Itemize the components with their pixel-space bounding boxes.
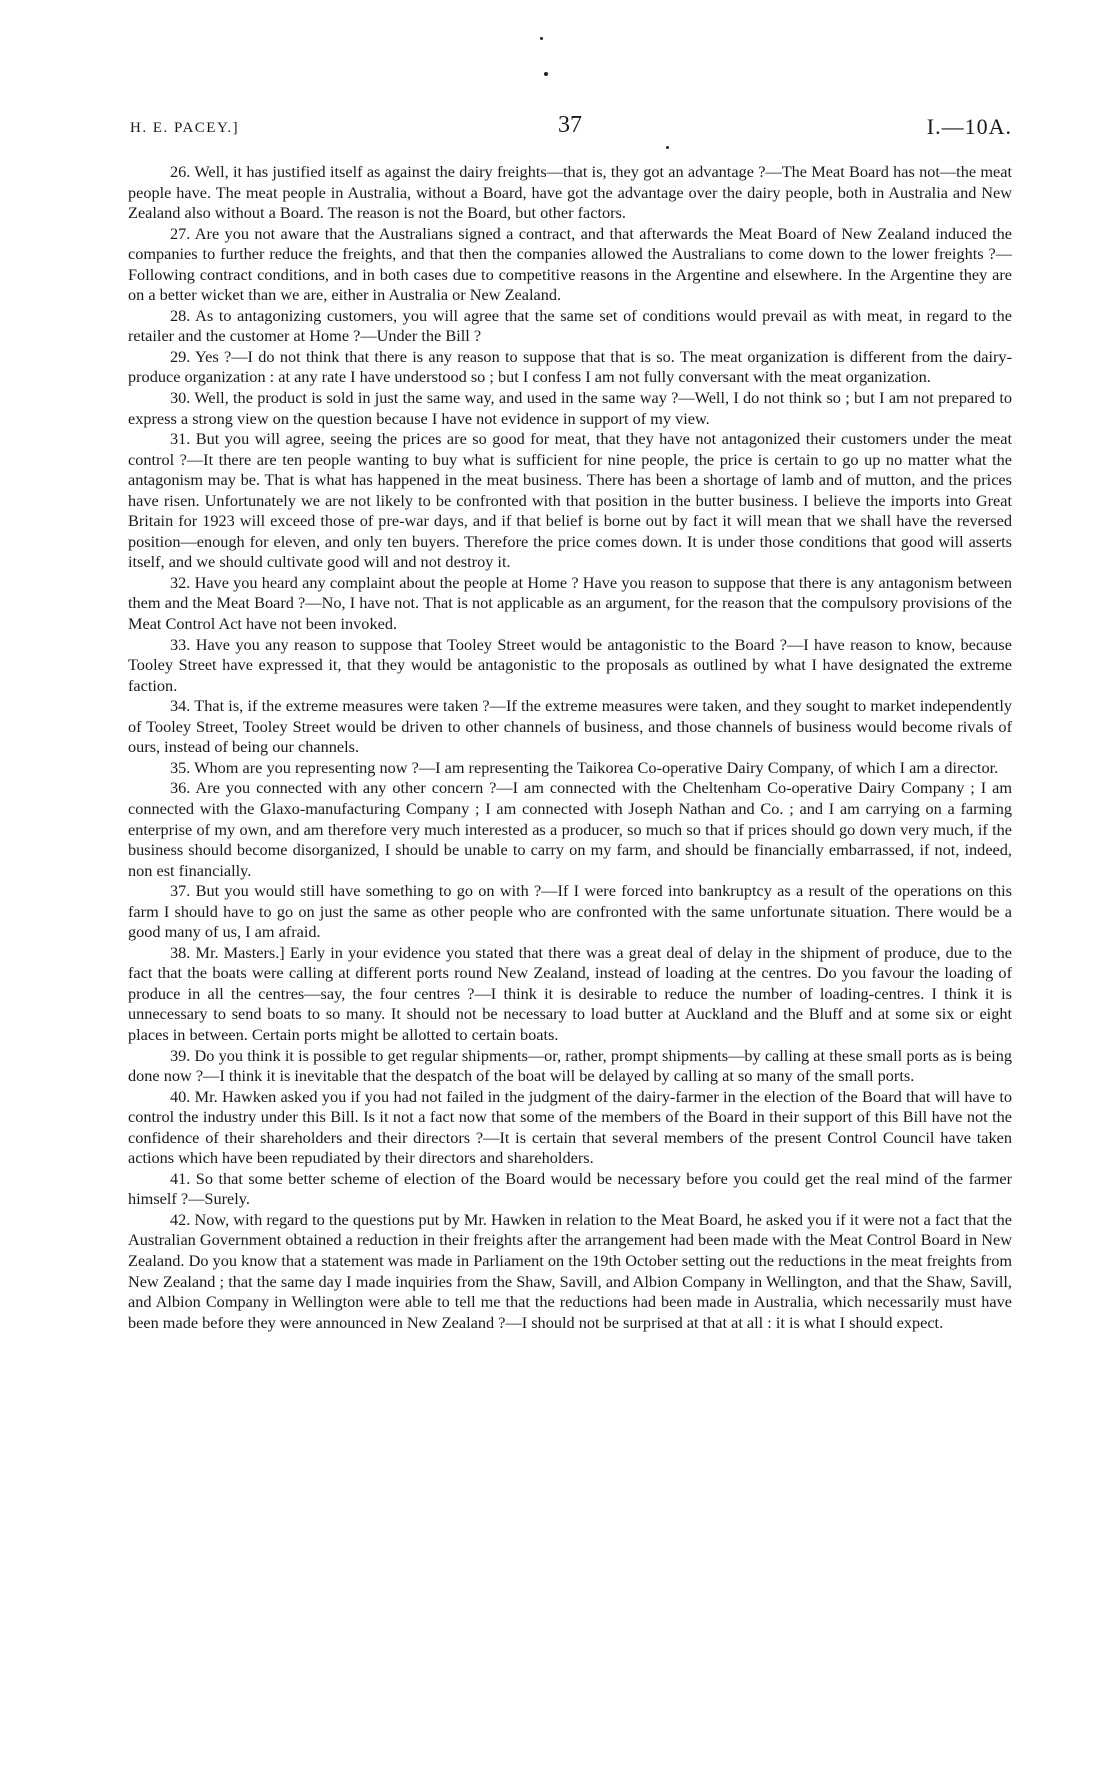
paragraph: 42. Now, with regard to the questions put by Mr. Hawken in relation to the Meat Board, he asked you if it were not a fact that the Australian Government obtained a reduction in their freights after the arrangement had been made with the Meat Control Board in New Zealand. Do you know that a statement was made in Parliament on the 19th October setting out the reductions in the meat freights from New Zealand ; that the same day I made inquiries from the Shaw, Savill, and Albion Company in Wellington, and that the Shaw, Savill, and Albion Company in Wellington were able to tell me that the reductions had been made in Australia, which necessarily must have been made before they were announced in New Zealand ?—I should not be surprised at that at all : it is what I should expect.	[128, 1209, 1012, 1332]
paragraph: 39. Do you think it is possible to get regular shipments—or, rather, prompt shipments—by calling at these small ports as is being done now ?—I think it is inevitable that the despatch of the boat will be delayed by calling at so many of the small ports.	[128, 1045, 1012, 1086]
paragraph: 32. Have you heard any complaint about the people at Home ? Have you reason to suppose that there is any antagonism between them and the Meat Board ?—No, I have not. That is not applicable as an argument, for the reason that the compulsory provisions of the Meat Control Act have not been invoked.	[128, 572, 1012, 634]
paragraph: 34. That is, if the extreme measures were taken ?—If the extreme measures were taken, and they sought to market independently of Tooley Street, Tooley Street would be driven to other channels of business, and those channels of business would become rivals of ours, instead of being our channels.	[128, 696, 1012, 757]
margin-speck-mark	[666, 146, 669, 149]
header-witness-name: H. E. PACEY.]	[130, 120, 240, 136]
page-header	[128, 112, 1012, 146]
page-number: 37	[558, 112, 582, 138]
paragraph: 30. Well, the product is sold in just the same way, and used in the same way ?—Well, I do not think so ; but I am not prepared to express a strong view on the question because I have not evidence in support of my view.	[128, 388, 1012, 428]
paragraph: 26. Well, it has justified itself as against the dairy freights—that is, they got an advantage ?—The Meat Board has not—the meat people have. The meat people in Australia, without a Board, have got the advantage over the dairy people, both in Australia and New Zealand also without a Board. The reason is not the Board, but other factors.	[128, 162, 1012, 223]
top-speck-mark	[544, 72, 548, 76]
header-paper-reference: I.—10A.	[926, 114, 1012, 139]
paragraph: 27. Are you not aware that the Australians signed a contract, and that afterwards the Meat Board of New Zealand induced the companies to further reduce the freights, and that then the companies allowed the Australians to come down to the lower freights ?—Following contract conditions, and in both cases due to competitive reasons in the Argentine and elsewhere. In the Argentine they are on a better wicket than we are, either in Australia or New Zealand.	[128, 223, 1012, 305]
paragraph: 28. As to antagonizing customers, you will agree that the same set of conditions would prevail as with meat, in regard to the retailer and the customer at Home ?—Under the Bill ?	[128, 305, 1012, 346]
paragraph: 37. But you would still have something to go on with ?—If I were forced into bankruptcy as a result of the operations on this farm I should have to go on just the same as other people who are confronted with the same unfortunate situation. There would be a good many of us, I am afraid.	[128, 881, 1012, 942]
paragraph: 33. Have you any reason to suppose that Tooley Street would be antagonistic to the Board ?—I have reason to know, because Tooley Street have expressed it, that they would be antagonistic to the proposals as outlined by what I have designated the extreme faction.	[128, 634, 1012, 695]
paragraph: 41. So that some better scheme of election of the Board would be necessary before you could get the real mind of the farmer himself ?—Surely.	[128, 1168, 1012, 1209]
evidence-text	[128, 162, 1012, 1333]
paragraph: 31. But you will agree, seeing the prices are so good for meat, that they have not antagonized their customers under the meat control ?—It there are ten people wanting to buy what is sufficient for nine people, the price is certain to go up no matter what the antagonism may be. That is what has happened in the meat business. There has been a shortage of lamb and of mutton, and the prices have risen. Unfortunately we are not likely to be confronted with that position in the butter business. I believe the imports into Great Britain for 1923 will exceed those of pre-war days, and if that belief is borne out by fact it will mean that we shall have the reversed position—enough for eleven, and only ten buyers. Therefore the price comes down. It is under those conditions that good will asserts itself, and we should cultivate good will and not destroy it.	[128, 429, 1012, 572]
document-page	[128, 0, 1012, 1783]
paragraph: 40. Mr. Hawken asked you if you had not failed in the judgment of the dairy-farmer in the election of the Board that will have to control the industry under this Bill. Is it not a fact now that some of the members of the Board in their support of this Bill have not the confidence of their shareholders and their directors ?—It is certain that several members of the present Control Council have taken actions which have been repudiated by their directors and shareholders.	[128, 1086, 1012, 1168]
paragraph: 38. Mr. Masters.] Early in your evidence you stated that there was a great deal of delay in the shipment of produce, due to the fact that the boats were calling at different ports round New Zealand, instead of loading at the centres. Do you favour the loading of produce in all the centres—say, the four centres ?—I think it is desirable to reduce the number of loading-centres. I think it is unnecessary to send boats to so many. It should not be necessary to load butter at Auckland and the Bluff and at some six or eight places in between. Certain ports might be allotted to certain boats.	[128, 942, 1012, 1044]
paragraph: 36. Are you connected with any other concern ?—I am connected with the Cheltenham Co-operative Dairy Company ; I am connected with the Glaxo-manufacturing Company ; I am connected with Joseph Nathan and Co. ; and I am carrying on a farming enterprise of my own, and am therefore very much interested as a producer, so much so that if prices should go down very much, if the business should become disorganized, I should be unable to carry on my farm, and should be financially embarrassed, if not, indeed, non est financially.	[128, 778, 1012, 880]
paragraph: 29. Yes ?—I do not think that there is any reason to suppose that that is so. The meat organization is different from the dairy-produce organization : at any rate I have understood so ; but I confess I am not fully conversant with the meat organization.	[128, 346, 1012, 387]
top-speck-mark	[540, 37, 543, 40]
paragraph: 35. Whom are you representing now ?—I am representing the Taikorea Co-operative Dairy Company, of which I am a director.	[170, 757, 999, 777]
